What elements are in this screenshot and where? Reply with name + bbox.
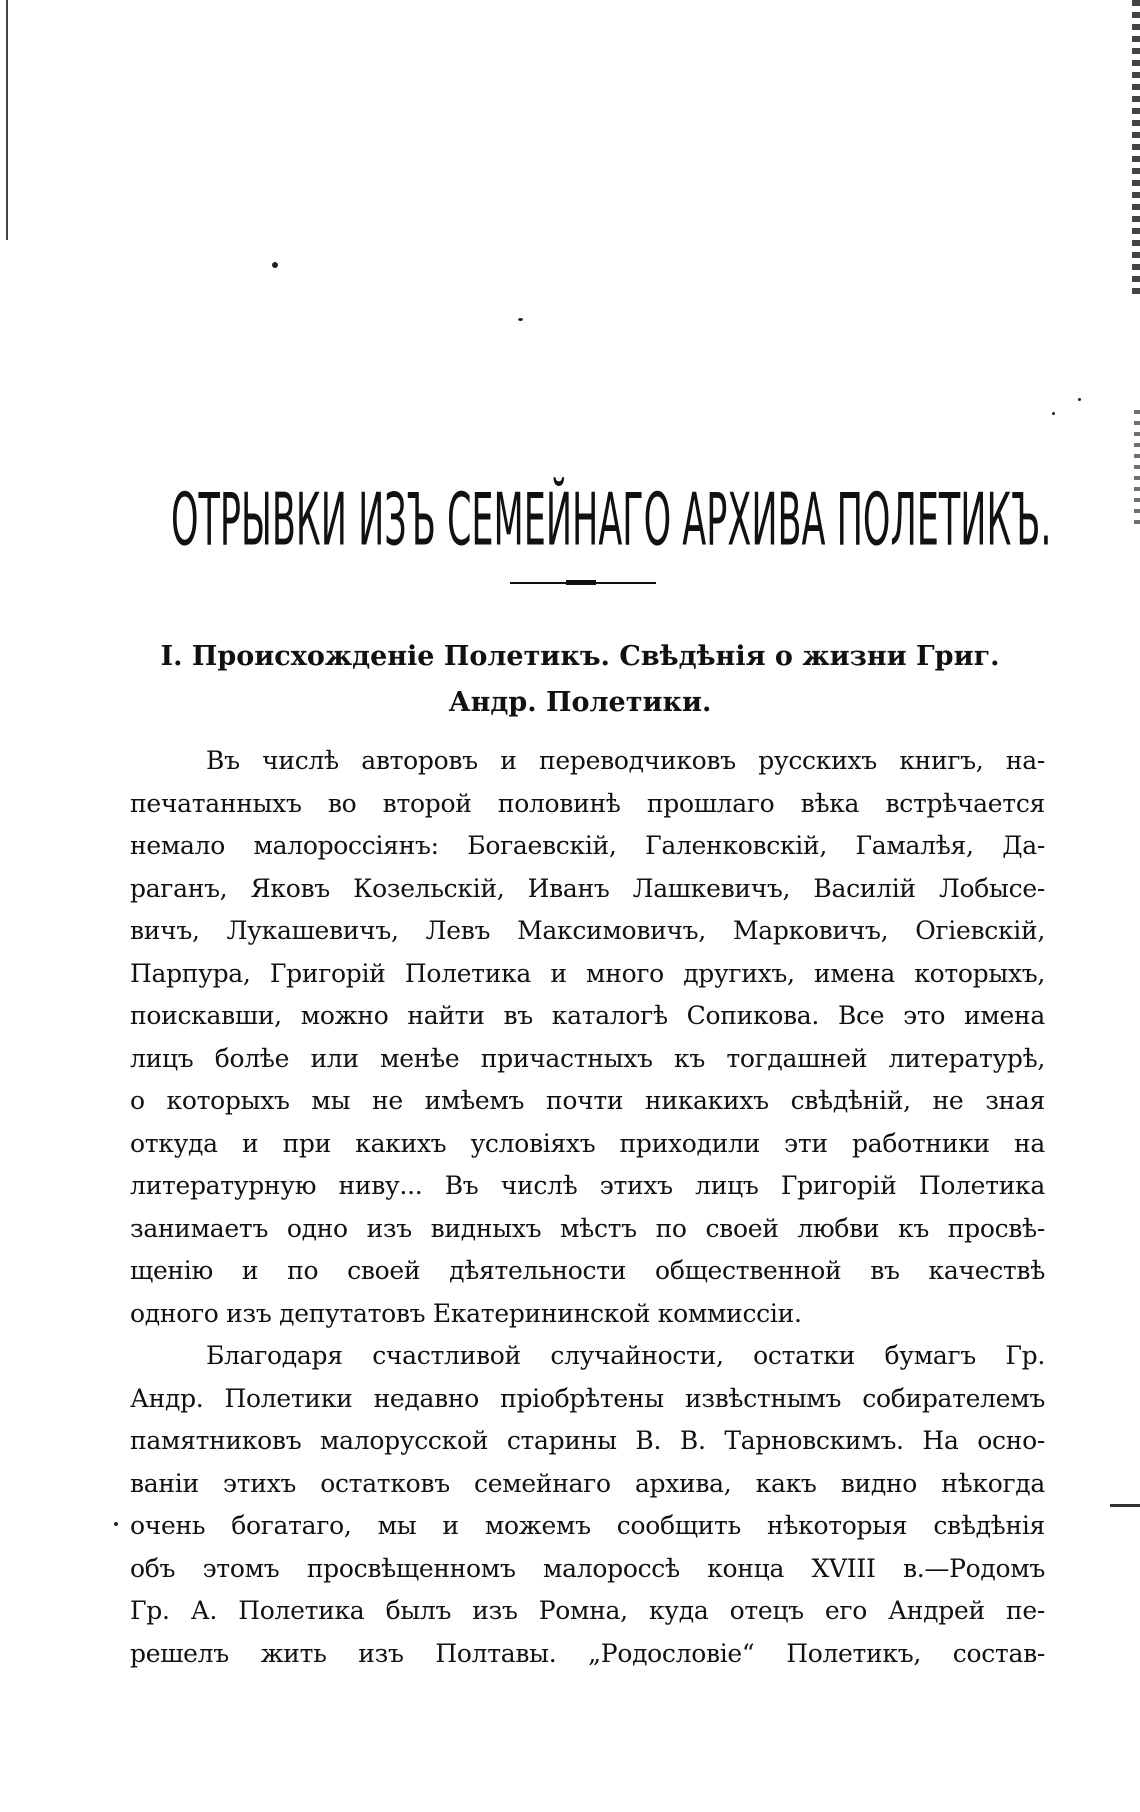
text-line: вичъ, Лукашевичъ, Левъ Максимовичъ, Марковичъ, Огіевскій, [130,916,1045,945]
section-heading-line-2: Андр. Полетики. [448,687,712,718]
text-line: щенію и по своей дѣятельности общественной въ качествѣ [130,1256,1045,1285]
text-line: немало малороссіянъ: Богаевскій, Галенковскій, Гамалѣя, Да- [130,831,1045,860]
scan-edge-right-lower [1134,410,1140,530]
paragraph-1 [130,740,1045,1335]
text-line: одного изъ депутатовъ Екатерининской коммиссіи. [130,1298,802,1328]
page-title: ОТРЫВКИ ИЗЪ СЕМЕЙНАГО АРХИВА ПОЛЕТИКЪ. [171,478,1052,563]
text-line: решелъ жить изъ Полтавы. „Родословіе“ Полетикъ, состав- [130,1638,1045,1668]
body-text [130,740,1045,1675]
text-line: откуда и при какихъ условіяхъ приходили эти работники на [130,1128,1045,1158]
text-line: очень богатаго, мы и можемъ сообщить нѣкоторыя свѣдѣнія [130,1511,1045,1540]
text-line: занимаетъ одно изъ видныхъ мѣстъ по своей любви къ просвѣ- [130,1213,1045,1243]
paragraph-2 [130,1335,1045,1675]
scan-edge-left [6,0,8,240]
text-line: раганъ, Яковъ Козельскій, Иванъ Лашкевичъ, Василій Лобысе- [130,873,1045,903]
text-line: Гр. А. Полетика былъ изъ Ромна, куда отецъ его Андрей пе- [130,1596,1045,1625]
text-line: поискавши, можно найти въ каталогѣ Сопикова. Все это имена [130,1001,1045,1030]
scan-speck [1078,398,1081,401]
scan-mark [1110,1504,1140,1507]
text-line: Парпура, Григорій Полетика и много другихъ, имена которыхъ, [130,958,1045,988]
text-line: Въ числѣ авторовъ и переводчиковъ русскихъ книгъ, на- [206,746,1045,775]
scan-speck [272,262,278,268]
text-line: литературную ниву... Въ числѣ этихъ лицъ Григорій Полетика [130,1171,1045,1200]
section-heading-line-1: I. Происхожденіе Полетикъ. Свѣдѣнія о жизни Григ. [160,641,1000,672]
text-line: объ этомъ просвѣщенномъ малороссѣ конца XVIII в.—Родомъ [130,1553,1045,1583]
section-heading [110,634,1050,726]
title-divider-ornament [566,580,596,585]
scan-edge-right [1132,0,1140,300]
scan-speck [518,318,523,321]
scan-speck [114,1522,118,1526]
text-line: лицъ болѣе или менѣе причастныхъ къ тогдашней литературѣ, [130,1043,1045,1073]
scan-speck [1052,412,1055,415]
text-line: о которыхъ мы не имѣемъ почти никакихъ свѣдѣній, не зная [130,1086,1045,1115]
text-line: памятниковъ малорусской старины В. В. Тарновскимъ. На осно- [130,1426,1045,1455]
text-line: Андр. Полетики недавно пріобрѣтены извѣстнымъ собирателемъ [130,1383,1045,1413]
text-line: печатанныхъ во второй половинѣ прошлаго вѣка встрѣчается [130,788,1045,818]
text-line: Благодаря счастливой случайности, остатки бумагъ Гр. [206,1341,1045,1370]
text-line: ваніи этихъ остатковъ семейнаго архива, какъ видно нѣкогда [130,1468,1045,1498]
